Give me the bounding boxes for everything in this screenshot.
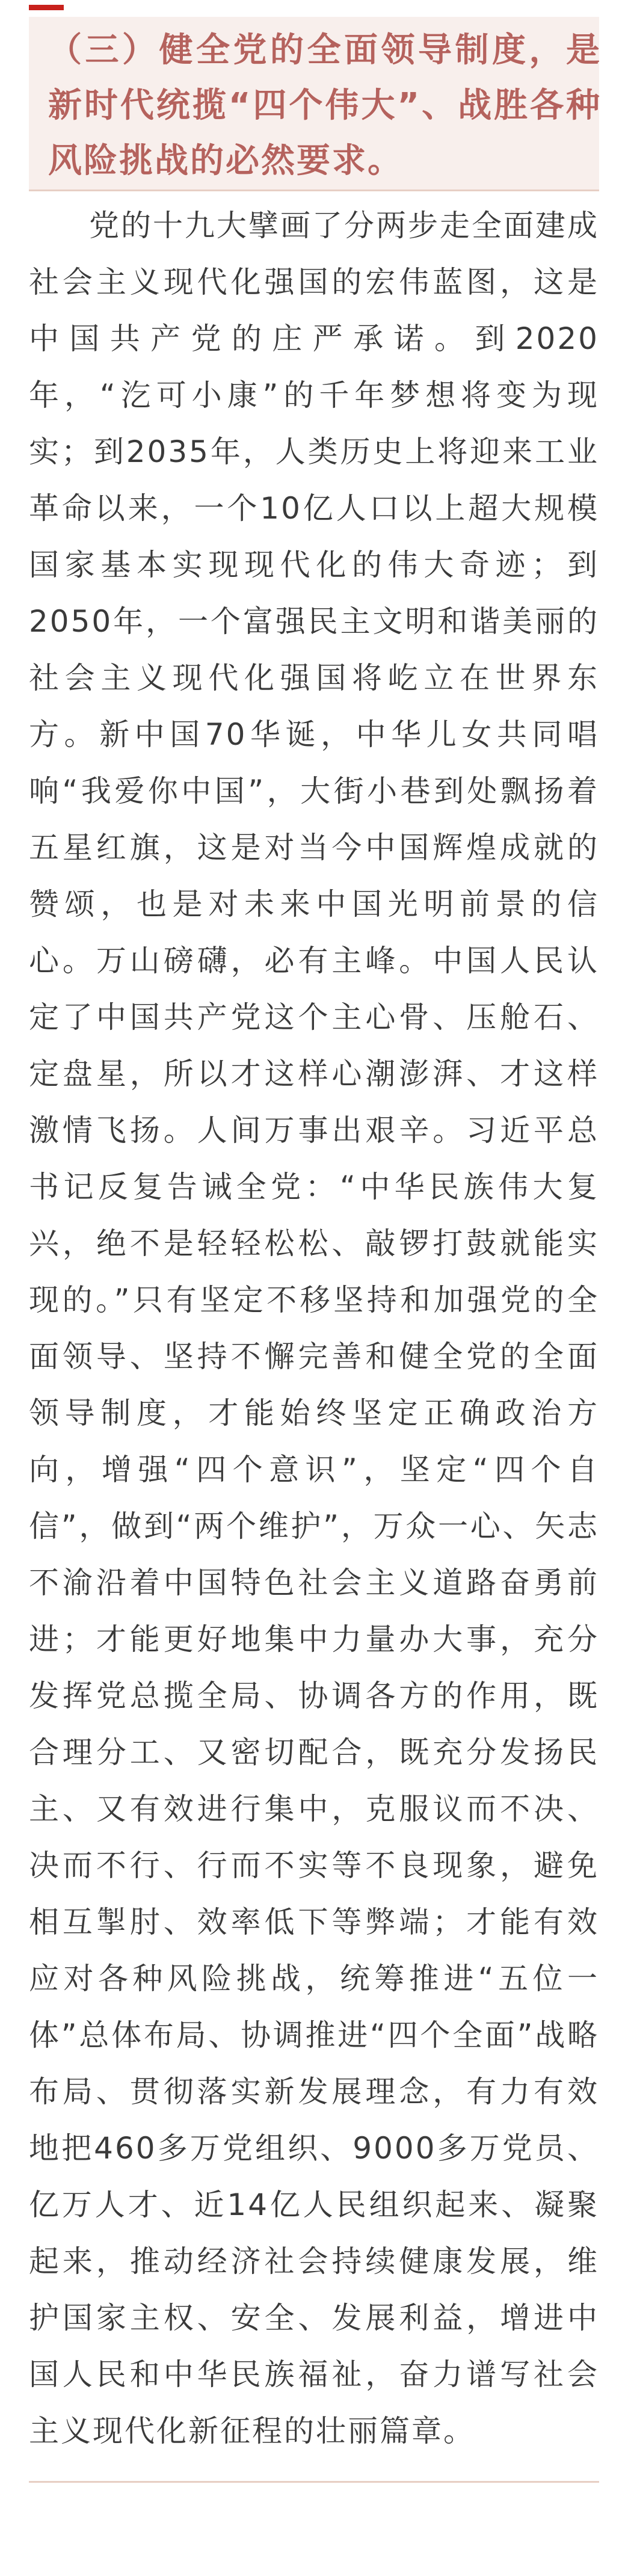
section-heading: （三）健全党的全面领导制度，是新时代统揽“四个伟大”、战胜各种风险挑战的必然要求。 xyxy=(48,31,602,180)
bottom-divider xyxy=(29,2481,599,2483)
accent-bar xyxy=(29,5,64,10)
body-paragraph: 党的十九大擘画了分两步走全面建成社会主义现代化强国的宏伟蓝图，这是中国共产党的庄严承诺。到2020年，“汔可小康”的千年梦想将变为现实；到2035年，人类历史上将迎来工业革命以来，一个10亿人口以上超大规模国家基本实现现代化的伟大奇迹；到2050年，一个富强民主文明和谐美丽的社会主义现代化强国将屹立在世界东方。新中国70华诞，中华儿女共同唱响“我爱你中国”，大街小巷到处飘扬着五星红旗，这是对当今中国辉煌成就的赞颂，也是对未来中国光明前景的信心。万山磅礴，必有主峰。中国人民认定了中国共产党这个主心骨、压舱石、定盘星，所以才这样心潮澎湃、才这样激情飞扬。人间万事出艰辛。习近平总书记反复告诫全党：“中华民族伟大复兴，绝不是轻轻松松、敲锣打鼓就能实现的。”只有坚定不移坚持和加强党的全面领导、坚持不懈完善和健全党的全面领导制度，才能始终坚定正确政治方向，增强“四个意识”，坚定“四个自信”，做到“两个维护”，万众一心、矢志不渝沿着中国特色社会主义道路奋勇前进；才能更好地集中力量办大事，充分发挥党总揽全局、协调各方的作用，既合理分工、又密切配合，既充分发扬民主、又有效进行集中，克服议而不决、决而不行、行而不实等不良现象，避免相互掣肘、效率低下等弊端；才能有效应对各种风险挑战，统筹推进“五位一体”总体布局、协调推进“四个全面”战略布局、贯彻落实新发展理念，有力有效地把460多万党组织、9000多万党员、亿万人才、近14亿人民组织起来、凝聚起来，推动经济社会持续健康发展，维护国家主权、安全、发展利益，增进中国人民和中华民族福祉，奋力谱写社会主义现代化新征程的壮丽篇章。 xyxy=(29,208,599,2448)
